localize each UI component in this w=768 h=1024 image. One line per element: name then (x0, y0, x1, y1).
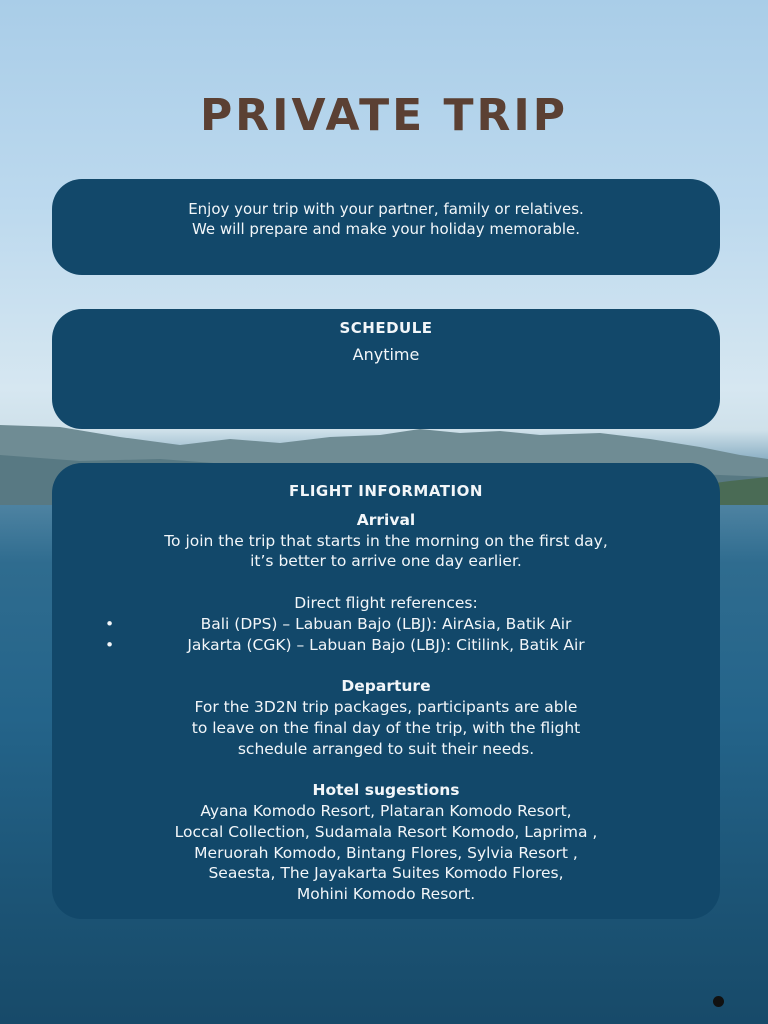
schedule-value: Anytime (352, 345, 420, 364)
hotel-heading: Hotel sugestions (312, 781, 460, 800)
hotel-text-4: Seaesta, The Jayakarta Suites Komodo Flores, (208, 864, 564, 883)
flight-information-heading: FLIGHT INFORMATION (289, 482, 483, 500)
flight-information-card (52, 463, 720, 919)
list-item: • Bali (DPS) – Labuan Bajo (LBJ): AirAsia, Batik Air (52, 614, 720, 635)
hotel-text-2: Loccal Collection, Sudamala Resort Komodo, Laprima , (174, 822, 598, 841)
arrival-text-1: To join the trip that starts in the morning on the first day, (164, 531, 608, 550)
arrival-text-2: it’s better to arrive one day earlier. (250, 552, 522, 571)
flight-references-label: Direct flight references: (294, 593, 478, 612)
page-title: PRIVATE TRIP (199, 90, 569, 141)
spacer (52, 759, 720, 780)
flight-references-list (52, 614, 720, 656)
spacer (52, 572, 720, 593)
spacer (52, 655, 720, 676)
arrival-heading: Arrival (356, 510, 416, 529)
departure-text-1: For the 3D2N trip packages, participants are able (194, 697, 578, 716)
schedule-card (52, 309, 720, 429)
buoy-dot (713, 996, 724, 1007)
intro-card (52, 179, 720, 275)
departure-text-3: schedule arranged to suit their needs. (237, 739, 535, 758)
schedule-heading: SCHEDULE (339, 319, 433, 337)
hotel-text-1: Ayana Komodo Resort, Plataran Komodo Resort, (200, 801, 572, 820)
intro-line-1: Enjoy your trip with your partner, family or relatives. (188, 200, 584, 218)
intro-line-2: We will prepare and make your holiday memorable. (191, 220, 581, 238)
list-item: • Jakarta (CGK) – Labuan Bajo (LBJ): Citilink, Batik Air (52, 635, 720, 656)
hotel-text-5: Mohini Komodo Resort. (296, 885, 476, 904)
departure-text-2: to leave on the final day of the trip, with the flight (191, 718, 581, 737)
hotel-text-3: Meruorah Komodo, Bintang Flores, Sylvia Resort , (194, 843, 578, 862)
departure-heading: Departure (341, 677, 431, 696)
